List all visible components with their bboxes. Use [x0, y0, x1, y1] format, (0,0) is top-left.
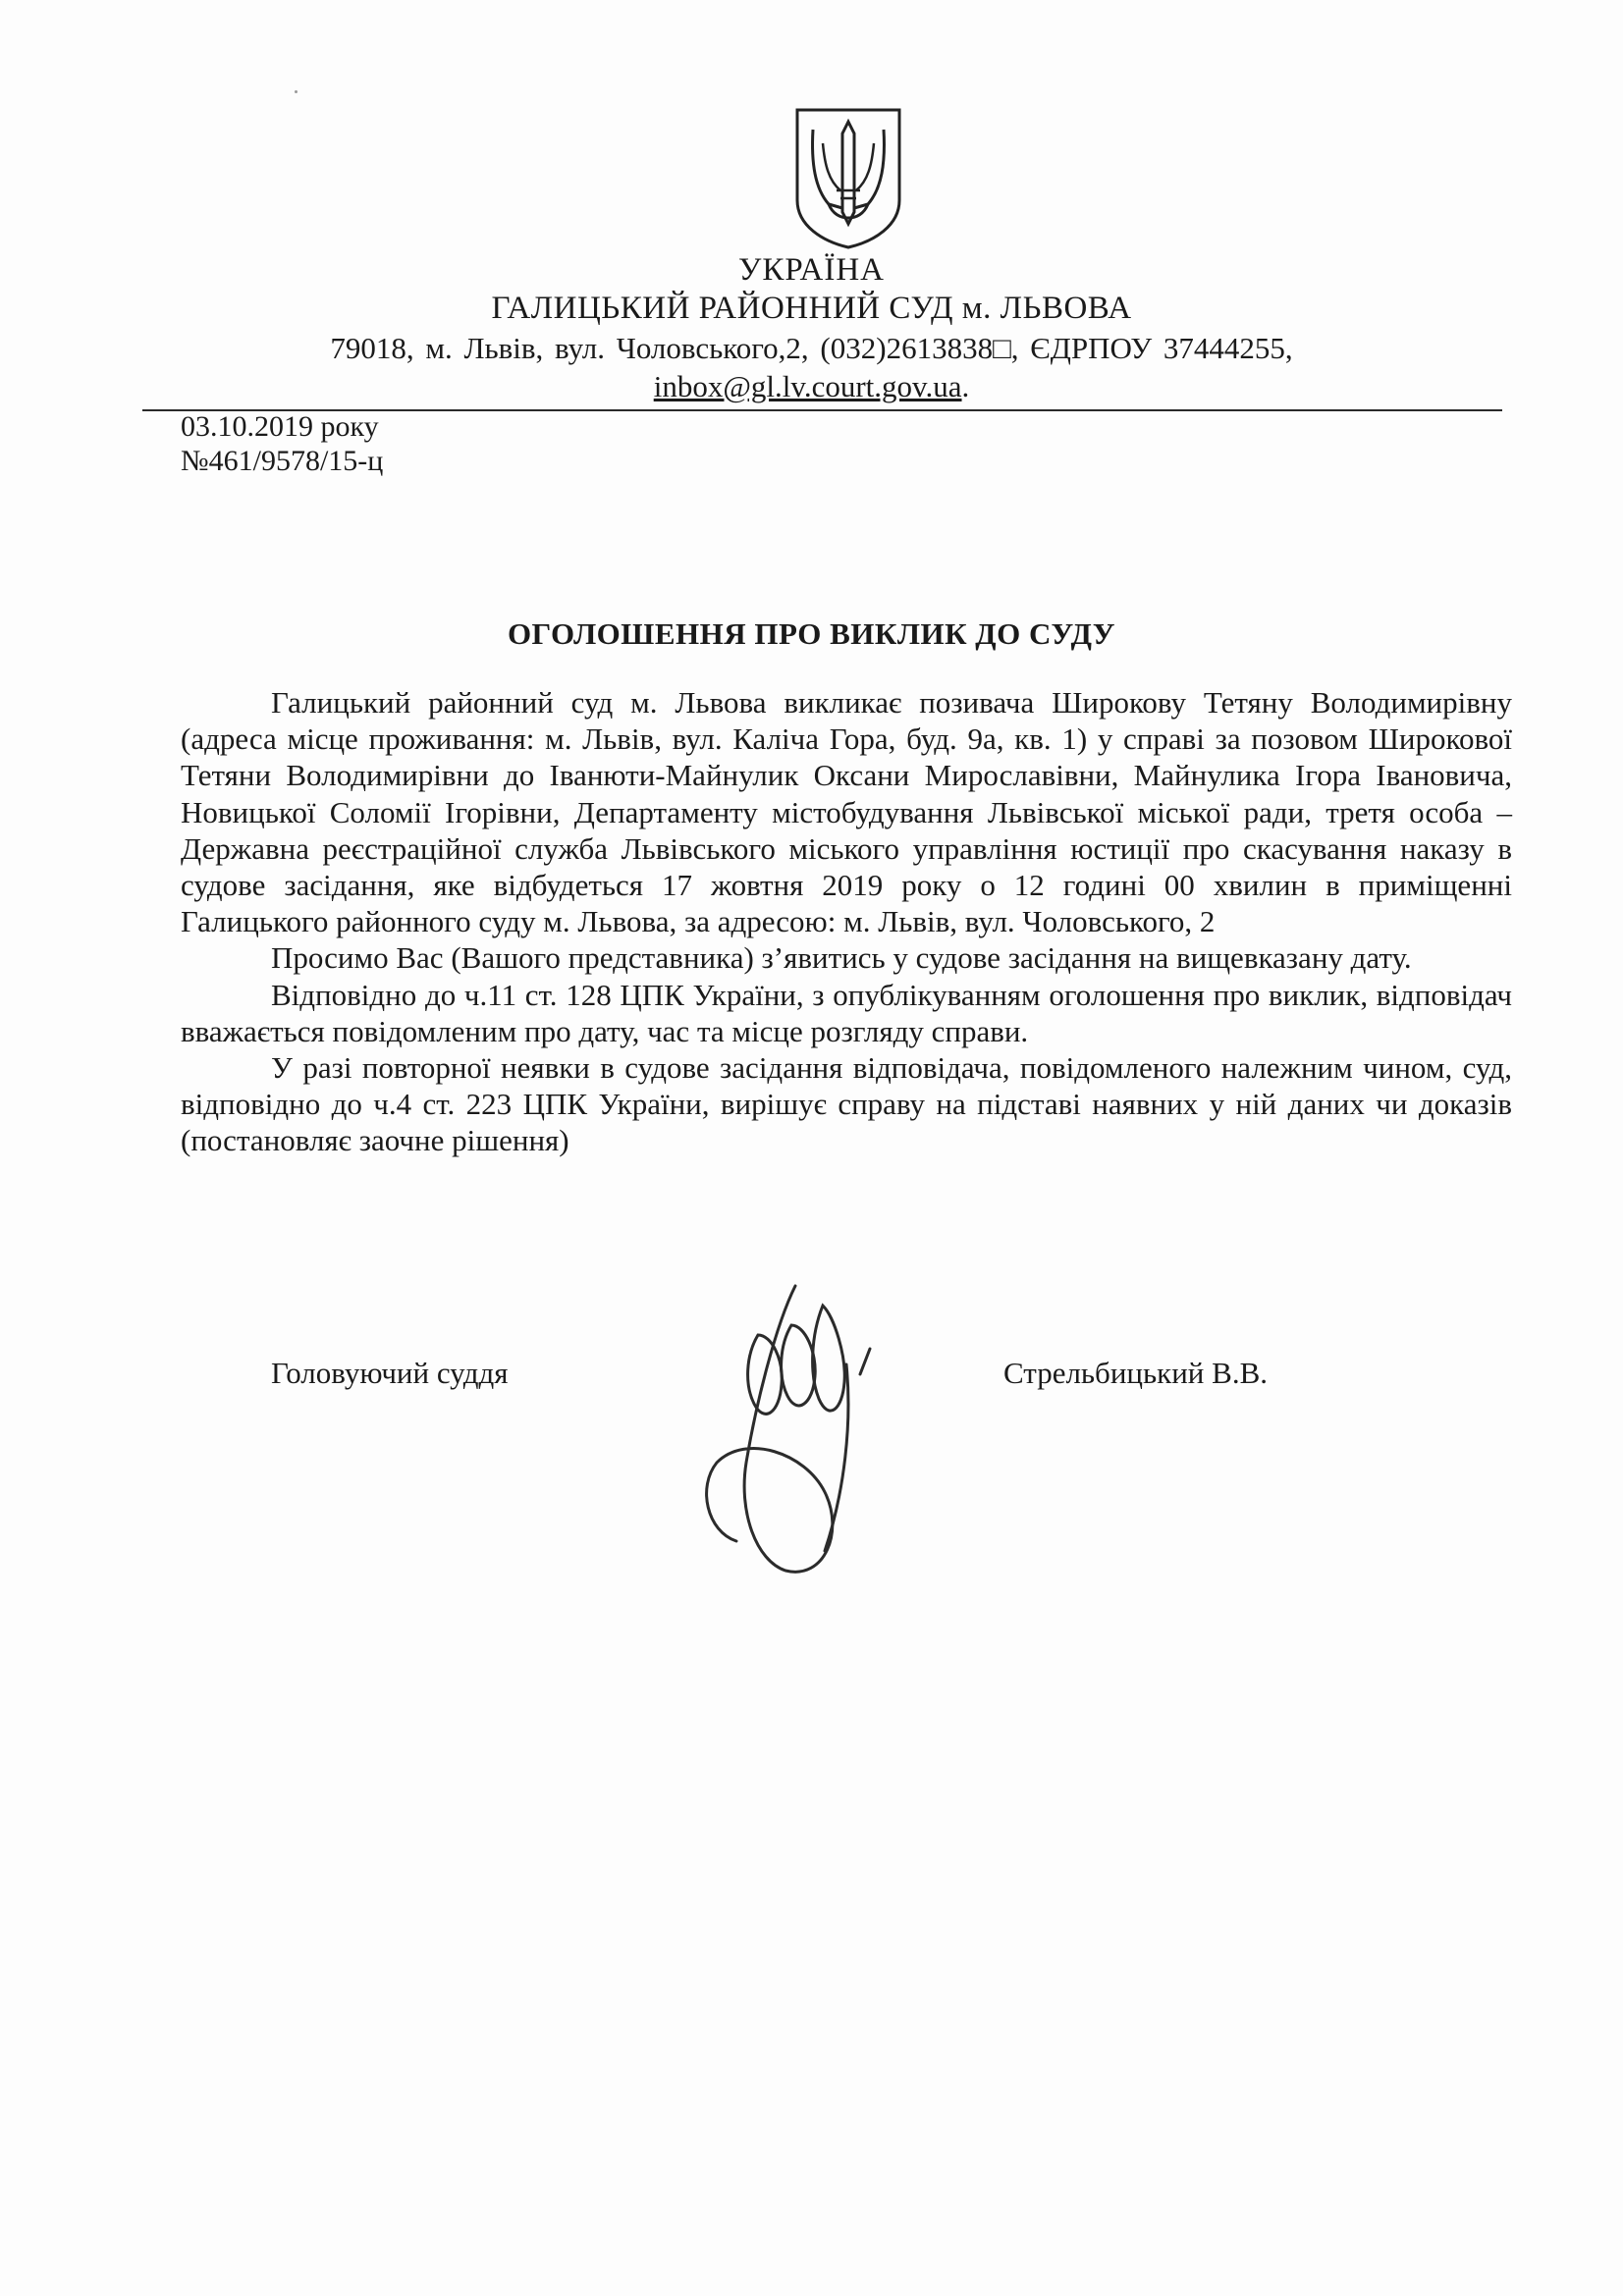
document-title: ОГОЛОШЕННЯ ПРО ВИКЛИК ДО СУДУ: [507, 616, 1116, 651]
signatory-role: Головуючий суддя: [271, 1356, 509, 1390]
document-body: [181, 684, 1512, 1159]
email-suffix: .: [961, 369, 970, 403]
court-email-line: [0, 368, 1623, 405]
body-paragraph: Відповідно до ч.11 ст. 128 ЦПК України, з опублікуванням оголошення про виклик, відповідач вважається повідомленим про дату, час та місце розгляду справи.: [181, 977, 1512, 1048]
handwritten-signature: [677, 1266, 923, 1590]
scan-speck: [295, 90, 298, 93]
body-paragraph: Просимо Вас (Вашого представника) з’явитись у судове засідання на вищевказану дату.: [271, 940, 1412, 976]
case-number: №461/9578/15-ц: [181, 445, 384, 477]
court-address: 79018, м. Львів, вул. Чоловського,2, (032)2613838□, ЄДРПОУ 37444255,: [330, 331, 1293, 365]
signatory-name: Стрельбицький В.В.: [1003, 1356, 1268, 1390]
body-paragraph: Галицький районний суд м. Львова викликає позивача Широкову Тетяну Володимирівну (адреса місце проживання: м. Львів, вул. Каліча Гора, буд. 9а, кв. 1) у справі за позовом Широкової Тетяни Володимирівни до Іванюти-Майнулик Оксани Мирославівни, Майнулика Ігора Івановича, Новицької Соломії Ігорівни, Департаменту містобудування Львівської міської ради, третя особа – Державна реєстраційної служба Львівського міського управління юстиції про скасування наказу в судове засідання, яке відбудеться 17 жовтня 2019 року о 12 годині 00 хвилин в приміщенні Галицького районного суду м. Львова, за адресою: м. Львів, вул. Чоловського, 2: [181, 685, 1512, 939]
court-name: ГАЛИЦЬКИЙ РАЙОННИЙ СУД м. ЛЬВОВА: [491, 291, 1132, 326]
court-email-link[interactable]: inbox@gl.lv.court.gov.ua: [653, 369, 962, 403]
country-name: УКРАЇНА: [738, 252, 885, 288]
coat-of-arms-icon: [789, 104, 907, 251]
body-paragraph: У разі повторної неявки в судове засідання відповідача, повідомленого належним чином, суд, відповідно до ч.4 ст. 223 ЦПК України, вирішує справу на підставі наявних у ній даних чи доказів (постановляє заочне рішення): [181, 1050, 1512, 1158]
document-date: 03.10.2019 року: [181, 410, 379, 443]
